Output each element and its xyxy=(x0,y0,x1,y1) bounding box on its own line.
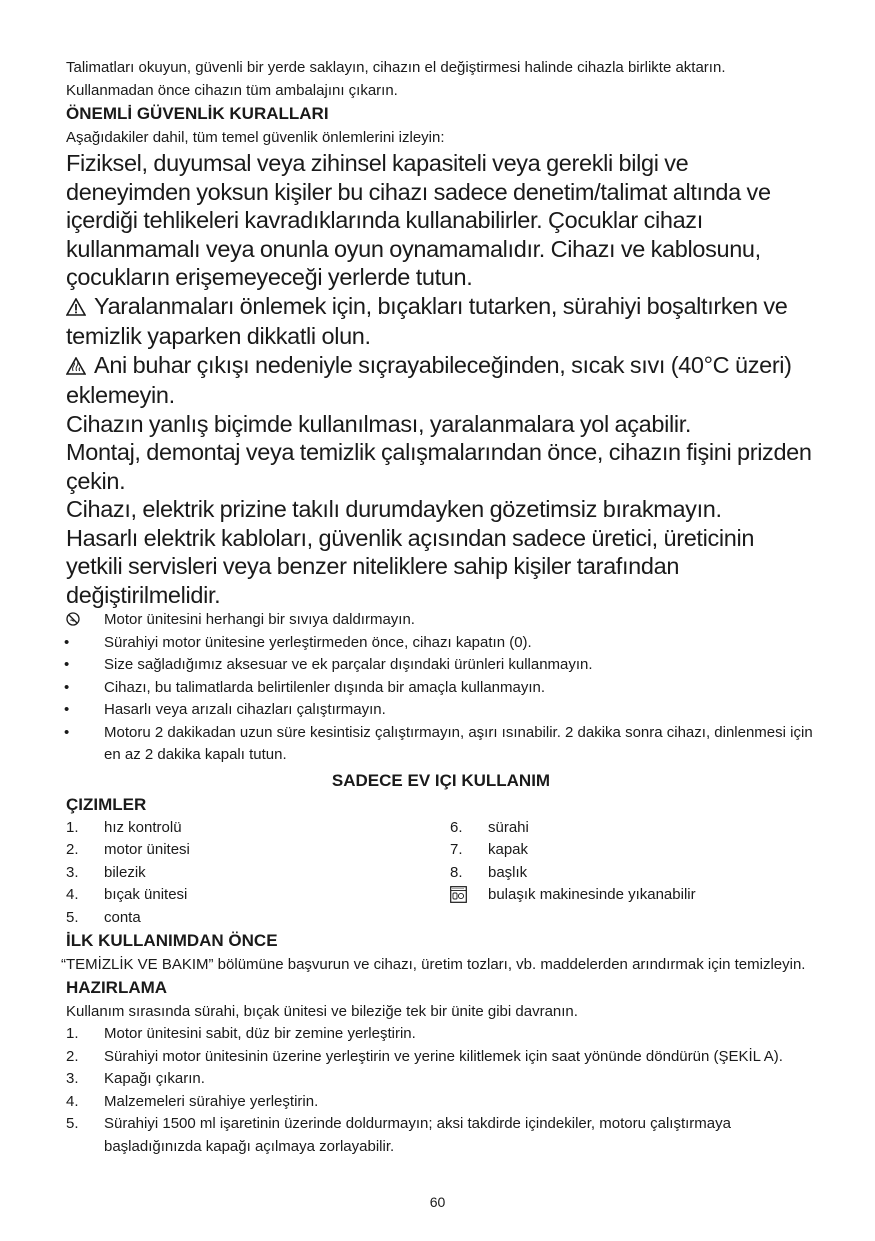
safety-subheading: Aşağıdakiler dahil, tüm temel güvenlik önlemlerini izleyin: xyxy=(66,129,445,146)
safety-paragraph-4: Cihazın yanlış biçimde kullanılması, yaralanmalara yol açabilir. xyxy=(66,410,692,437)
first-use-heading: İLK KULLANIMDAN ÖNCE xyxy=(66,931,278,950)
intro-text: Talimatları okuyun, güvenli bir yerde saklayın, cihazın el değiştirmesi halinde cihazla birlikte aktarın. Kullanmadan önce cihazın tüm ambalajını çıkarın. xyxy=(66,59,726,99)
drawings-legend xyxy=(66,817,816,930)
list-item: 4. Malzemeleri sürahiye yerleştirin. xyxy=(66,1092,319,1110)
safety-paragraph-6: Cihazı, elektrik prizine takılı durumdayken gözetimsiz bırakmayın. xyxy=(66,496,722,522)
drawings-list-right xyxy=(450,817,816,930)
list-item: • Sürahiyi motor ünitesine yerleştirmeden önce, cihazı kapatın (0). xyxy=(64,633,532,651)
no-immersion-icon xyxy=(66,609,96,634)
household-use-notice: SADECE EV IÇI KULLANIM xyxy=(331,770,551,790)
list-item: 6. sürahi xyxy=(450,818,529,836)
drawings-heading: ÇIZIMLER xyxy=(66,794,147,814)
safety-heading: ÖNEMLİ GÜVENLİK KURALLARI xyxy=(66,104,329,123)
list-item: 3. Kapağı çıkarın. xyxy=(66,1070,205,1087)
list-item: 1. Motor ünitesini sabit, düz bir zemine yerleştirin. xyxy=(66,1025,416,1042)
dishwasher-icon xyxy=(450,884,480,911)
page-number: 60 xyxy=(429,1194,446,1210)
hot-steam-warning-icon xyxy=(66,353,86,382)
preparation-text: Kullanım sırasında sürahi, bıçak ünitesi ve bileziğe tek bir ünite gibi davranın. xyxy=(66,1003,578,1020)
list-item: • Motoru 2 dakikadan uzun süre kesintisiz çalıştırmayın, aşırı ısınabilir. 2 dakika sonra cihazı, dinlenmesi için en az 2 dakika kapalı tutun. xyxy=(64,723,813,763)
document-page xyxy=(61,56,816,1158)
list-item: 5. conta xyxy=(66,908,141,926)
list-item: • Hasarlı veya arızalı cihazları çalıştırmayın. xyxy=(64,701,386,718)
preparation-heading: HAZIRLAMA xyxy=(66,978,168,997)
list-item: 8. başlık xyxy=(450,863,528,881)
list-item: • Size sağladığımız aksesuar ve ek parçalar dışındaki ürünleri kullanmayın. xyxy=(64,656,593,673)
safety-bullet-list xyxy=(66,609,816,767)
warning-triangle-icon xyxy=(66,294,86,323)
list-item: 5. Sürahiyi 1500 ml işaretinin üzerinde doldurmayın; aksi takdirde içindekiler, motoru çalıştırmaya başladığınızda kapağı açılmaya zorlayabilir. xyxy=(66,1115,731,1155)
list-item: 1. hız kontrolü xyxy=(66,818,182,836)
list-item: 3. bilezik xyxy=(66,863,146,881)
drawings-list-left xyxy=(66,817,450,930)
safety-paragraph-2-text: Yaralanmaları önlemek için, bıçakları tutarken, sürahiyi boşaltırken ve temizlik yaparken dikkatli olun. xyxy=(66,292,788,349)
safety-paragraph-7: Hasarlı elektrik kabloları, güvenlik açısından sadece üretici, üreticinin yetkili servisleri veya benzer niteliklere sahip kişiler tarafından değiştirilmelidir. xyxy=(66,524,755,608)
first-use-text: “TEMİZLİK VE BAKIM” bölümüne başvurun ve cihazı, üretim tozları, vb. maddelerden arındırmak için temizleyin. xyxy=(61,956,806,973)
safety-paragraph-2 xyxy=(66,292,816,351)
preparation-steps xyxy=(66,1023,816,1158)
list-item: 4. bıçak ünitesi xyxy=(66,886,188,903)
list-item: • Cihazı, bu talimatlarda belirtilenler dışında bir amaçla kullanmayın. xyxy=(64,678,546,696)
safety-paragraph-3 xyxy=(66,351,816,410)
safety-paragraph-3-text: Ani buhar çıkışı nedeniyle sıçrayabileceğinden, sıcak sıvı (40°C üzeri) eklemeyin. xyxy=(66,351,792,408)
list-item: 7. kapak xyxy=(450,841,529,858)
list-item: Motor ünitesini herhangi bir sıvıya daldırmayın. xyxy=(66,609,816,632)
safety-paragraph-1: Fiziksel, duyumsal veya zihinsel kapasiteli veya gerekli bilgi ve deneyimden yoksun kişiler bu cihazı sadece denetim/talimat altında ve içerdiği tehlikeleri kavradıklarında kullanabilirler. Çocuklar cihazı kullanmamalı veya onunla oyun oynamamalıdır. Cihazı ve kablosunu, çocukların erişemeyeceği yerlerde tutun. xyxy=(66,150,771,290)
list-item: bulaşık makinesinde yıkanabilir xyxy=(450,884,816,907)
list-item: 2. Sürahiyi motor ünitesinin üzerine yerleştirin ve yerine kilitlemek için saat yönünde döndürün (ŞEKİL A). xyxy=(66,1047,783,1065)
list-item: 2. motor ünitesi xyxy=(66,841,190,858)
safety-paragraph-5: Montaj, demontaj veya temizlik çalışmalarından önce, cihazın fişini prizden çekin. xyxy=(66,439,812,494)
